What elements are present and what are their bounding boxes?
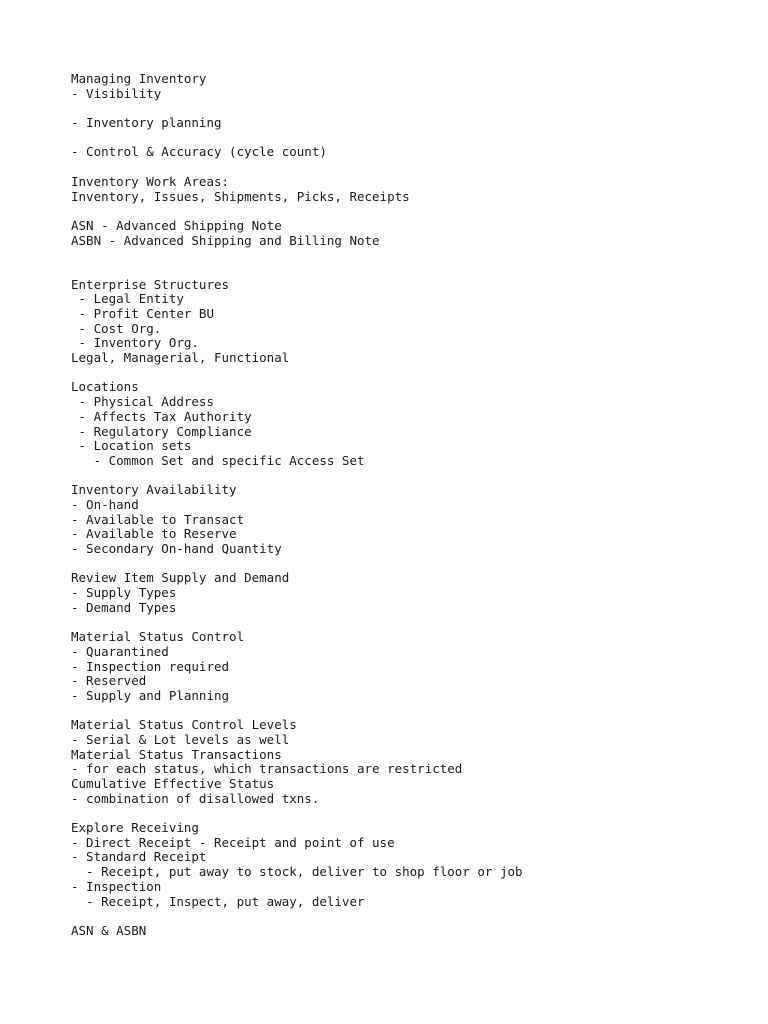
text-line: - Inventory Org.	[71, 336, 199, 351]
text-line: Locations	[71, 380, 139, 395]
text-line: - combination of disallowed txns.	[71, 791, 320, 806]
blank-line	[71, 204, 751, 219]
text-line: ASBN - Advanced Shipping and Billing Note	[71, 233, 380, 248]
text-line: - Receipt, Inspect, put away, deliver	[71, 894, 365, 909]
blank-line	[71, 704, 751, 719]
blank-line	[71, 909, 751, 924]
blank-line	[71, 101, 751, 116]
text-line: Explore Receiving	[71, 821, 199, 836]
text-line: - Common Set and specific Access Set	[71, 453, 365, 468]
text-line: Material Status Control	[71, 630, 245, 645]
blank-line	[71, 131, 751, 146]
text-line: - Available to Reserve	[71, 527, 237, 542]
text-line: - Serial & Lot levels as well	[71, 732, 290, 747]
text-line: - Secondary On-hand Quantity	[71, 542, 282, 556]
text-line: Cumulative Effective Status	[71, 777, 275, 791]
text-line: - Location sets	[71, 439, 192, 454]
text-line: Material Status Control Levels	[71, 718, 297, 733]
blank-line	[71, 248, 751, 263]
text-line: - Quarantined	[71, 644, 169, 659]
text-line: - Affects Tax Authority	[71, 409, 252, 424]
text-line: - Regulatory Compliance	[71, 424, 252, 439]
text-line: - On-hand	[71, 497, 139, 512]
text-line: Material Status Transactions	[71, 747, 282, 762]
text-line: - Reserved	[71, 674, 147, 689]
text-line: - Demand Types	[71, 600, 177, 615]
text-line: - Supply Types	[71, 586, 177, 601]
blank-line	[71, 557, 751, 572]
blank-line	[71, 806, 751, 821]
text-line: Inventory Work Areas:	[71, 174, 230, 189]
blank-line	[71, 366, 751, 381]
text-line: - Physical Address	[71, 395, 214, 410]
text-line: - Cost Org.	[71, 321, 162, 336]
text-line: - Receipt, put away to stock, deliver to shop floor or job	[71, 865, 523, 880]
text-line: - Supply and Planning	[71, 688, 230, 703]
text-line: Legal, Managerial, Functional	[71, 351, 290, 366]
text-line: - Control & Accuracy (cycle count)	[71, 145, 327, 160]
text-line: - Profit Center BU	[71, 307, 214, 321]
text-line: - Inventory planning	[71, 116, 222, 131]
text-line: - Direct Receipt - Receipt and point of use	[71, 835, 395, 850]
text-line: Inventory Availability	[71, 483, 237, 498]
text-line: - Standard Receipt	[71, 850, 207, 865]
text-line: Enterprise Structures	[71, 277, 230, 292]
text-line: - Inspection	[71, 879, 162, 894]
blank-line	[71, 469, 751, 484]
notes-document	[71, 72, 751, 939]
text-line: Inventory, Issues, Shipments, Picks, Receipts	[71, 189, 410, 204]
blank-line	[71, 263, 751, 278]
text-line: Managing Inventory	[71, 72, 207, 86]
text-line: - Inspection required	[71, 659, 230, 674]
text-line: - Visibility	[71, 86, 162, 101]
text-line: - Legal Entity	[71, 292, 184, 307]
text-line: ASN - Advanced Shipping Note	[71, 218, 282, 233]
text-line: ASN & ASBN	[71, 923, 147, 938]
text-line: - for each status, which transactions are restricted	[71, 762, 463, 777]
blank-line	[71, 160, 751, 175]
text-line: - Available to Transact	[71, 512, 245, 527]
text-line: Review Item Supply and Demand	[71, 571, 290, 586]
blank-line	[71, 615, 751, 630]
